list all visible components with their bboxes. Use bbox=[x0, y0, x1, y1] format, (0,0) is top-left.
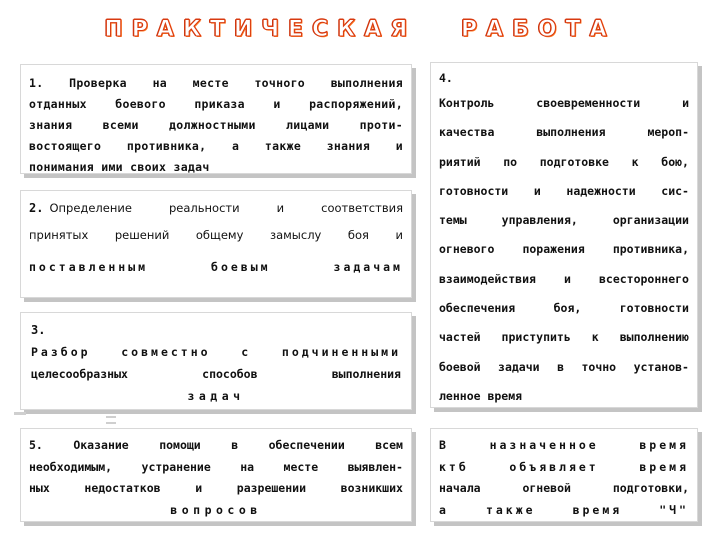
word: "Ч" bbox=[659, 502, 689, 517]
word: проти- bbox=[359, 118, 403, 132]
word: на bbox=[152, 76, 168, 90]
word: замыслу bbox=[269, 228, 322, 242]
item-2-line-1-words bbox=[49, 197, 403, 219]
word: точного bbox=[254, 76, 306, 90]
item-4-line bbox=[439, 177, 689, 206]
word: решений bbox=[114, 228, 170, 242]
word: в bbox=[557, 359, 564, 374]
item-4-line bbox=[439, 353, 689, 382]
word: по bbox=[503, 154, 518, 169]
item-3-line-1 bbox=[31, 341, 401, 363]
word: общему bbox=[195, 228, 244, 242]
word: и bbox=[395, 228, 403, 242]
word: темы bbox=[439, 213, 467, 228]
word: разрешении bbox=[236, 481, 307, 495]
item-2-box bbox=[20, 190, 412, 298]
word: Проверка bbox=[69, 76, 127, 90]
item-5-line bbox=[29, 478, 403, 500]
word: с bbox=[241, 345, 252, 359]
word: знания bbox=[29, 118, 73, 132]
word: поражения bbox=[522, 242, 585, 257]
word: способов bbox=[202, 367, 258, 381]
word: необходимым, bbox=[29, 459, 113, 474]
word: на bbox=[240, 459, 255, 474]
word: принятых bbox=[29, 228, 89, 242]
item-4-line bbox=[439, 265, 689, 294]
item-6-line-2 bbox=[439, 457, 689, 479]
item-6-line-1 bbox=[439, 435, 689, 457]
word: качества bbox=[439, 125, 495, 140]
word: также bbox=[264, 139, 302, 153]
item-6-line-4 bbox=[439, 500, 689, 522]
word: установ- bbox=[633, 359, 689, 374]
item-4-line bbox=[439, 89, 689, 118]
item-1-line bbox=[29, 136, 403, 157]
word: должностными bbox=[169, 118, 256, 132]
word: выполнения bbox=[536, 125, 606, 140]
item-3-line-0 bbox=[31, 319, 401, 341]
word: выполнения bbox=[330, 76, 403, 90]
word: Разбор bbox=[31, 345, 91, 359]
word: боевым bbox=[211, 260, 271, 274]
word: подготовки, bbox=[612, 481, 689, 495]
word: противника, bbox=[612, 242, 689, 257]
item-3-line-2 bbox=[31, 363, 401, 385]
word: организации bbox=[612, 213, 689, 228]
item-5-line bbox=[29, 457, 403, 479]
word: выполнению bbox=[619, 330, 689, 345]
word: В bbox=[439, 438, 449, 452]
word: месте bbox=[283, 459, 319, 474]
item-1-line bbox=[29, 115, 403, 136]
word: 5. bbox=[29, 438, 43, 452]
word: распоряжений, bbox=[309, 97, 403, 111]
word: боевой bbox=[439, 359, 481, 374]
item-2-line-1 bbox=[29, 197, 403, 219]
word: выполнения bbox=[331, 367, 401, 381]
item-5-line: вопросов bbox=[170, 502, 262, 517]
word: риятий bbox=[439, 154, 481, 169]
word: недостатков bbox=[84, 481, 161, 495]
item-2-line-3 bbox=[29, 251, 403, 283]
word: всеми bbox=[102, 118, 139, 132]
word: готовности bbox=[619, 301, 689, 316]
item-3-line-3: задач bbox=[187, 389, 245, 403]
word: точно bbox=[581, 359, 617, 374]
word: также bbox=[485, 502, 536, 517]
word: объявляет bbox=[509, 459, 599, 474]
item-4-line bbox=[439, 294, 689, 323]
word: приступить bbox=[501, 330, 571, 345]
item-1-box bbox=[20, 64, 412, 174]
item-4-line bbox=[439, 148, 689, 177]
item-4-box bbox=[430, 62, 698, 408]
word: надежности bbox=[566, 183, 636, 198]
word: и bbox=[533, 183, 541, 198]
word: взаимодействия bbox=[439, 271, 536, 286]
item-1-line bbox=[29, 73, 403, 94]
item-3-box bbox=[20, 312, 412, 410]
word: бою, bbox=[661, 154, 689, 169]
word: Определение bbox=[49, 201, 132, 215]
word: востоящего bbox=[29, 139, 102, 153]
item-1-line: понимания ими своих задач bbox=[29, 160, 210, 174]
word: знания bbox=[326, 139, 371, 153]
page-title bbox=[0, 12, 720, 48]
scan-artifact bbox=[106, 416, 116, 418]
item-6-box bbox=[430, 428, 698, 522]
item-5-line bbox=[29, 435, 403, 457]
word: время bbox=[639, 438, 689, 452]
word: обеспечения bbox=[439, 301, 516, 316]
item-4-number: 4. bbox=[439, 71, 453, 85]
word: целесообразных bbox=[31, 367, 128, 381]
word: и bbox=[195, 481, 203, 495]
scan-artifact bbox=[14, 412, 26, 415]
word: возникших bbox=[340, 481, 403, 495]
word: устранение bbox=[141, 459, 211, 474]
word: к bbox=[631, 154, 639, 169]
word: боя, bbox=[553, 301, 582, 316]
word: всестороннего bbox=[598, 271, 689, 286]
word: время bbox=[572, 502, 623, 517]
word: к bbox=[591, 330, 599, 345]
word: 1. bbox=[29, 76, 44, 90]
word: противника, bbox=[126, 139, 207, 153]
word: месте bbox=[192, 76, 229, 90]
word: ных bbox=[29, 481, 50, 495]
word: подготовке bbox=[539, 154, 609, 169]
word: выявлен- bbox=[347, 459, 403, 474]
item-3-number: 3. bbox=[31, 323, 46, 337]
word: приказа bbox=[194, 97, 245, 111]
word: и bbox=[395, 139, 403, 153]
word: всем bbox=[375, 438, 403, 452]
word: Контроль bbox=[439, 96, 495, 110]
word: Оказание bbox=[73, 438, 129, 452]
word: задачам bbox=[333, 260, 403, 274]
item-6-line-3 bbox=[439, 478, 689, 500]
scan-artifact bbox=[106, 422, 116, 424]
word: и bbox=[682, 96, 689, 110]
word: соответствия bbox=[321, 201, 403, 215]
word: назначенное bbox=[489, 438, 599, 452]
word: поставленным bbox=[29, 260, 149, 274]
word: огневой bbox=[522, 481, 571, 495]
word: своевременности bbox=[536, 96, 641, 110]
word: боевого bbox=[115, 97, 166, 111]
item-1-line bbox=[29, 94, 403, 115]
item-5-box bbox=[20, 428, 412, 522]
word: лицами bbox=[286, 118, 330, 132]
word: а bbox=[439, 502, 449, 517]
word: управления, bbox=[501, 213, 578, 228]
word: боя bbox=[347, 228, 369, 242]
word: реальности bbox=[168, 201, 240, 215]
word: задачи bbox=[498, 359, 540, 374]
word: и bbox=[276, 201, 285, 215]
title-word-2: РАБОТА bbox=[460, 17, 616, 42]
word: мероп- bbox=[647, 125, 689, 140]
word: в bbox=[231, 438, 239, 452]
word: начала bbox=[439, 481, 481, 495]
item-4-line: ленное время bbox=[439, 388, 523, 403]
word: ктб bbox=[439, 459, 469, 474]
word: время bbox=[639, 459, 689, 474]
item-4-line bbox=[439, 323, 689, 352]
word: огневого bbox=[439, 242, 495, 257]
word: помощи bbox=[159, 438, 201, 452]
word: сис- bbox=[661, 183, 689, 198]
word: отданных bbox=[29, 97, 87, 111]
word: подчиненными bbox=[281, 345, 401, 359]
item-4-line bbox=[439, 206, 689, 235]
title-word-1: ПРАКТИЧЕСКАЯ bbox=[104, 17, 417, 42]
item-4-line bbox=[439, 235, 689, 264]
item-2-line-2 bbox=[29, 219, 403, 251]
word: совместно bbox=[121, 345, 211, 359]
word: готовности bbox=[439, 183, 509, 198]
word: и bbox=[273, 97, 281, 111]
word: и bbox=[563, 271, 571, 286]
word: обеспечении bbox=[268, 438, 345, 452]
item-2-number: 2. bbox=[29, 201, 44, 215]
word: а bbox=[232, 139, 240, 153]
item-4-line bbox=[439, 118, 689, 147]
word: частей bbox=[439, 330, 481, 345]
